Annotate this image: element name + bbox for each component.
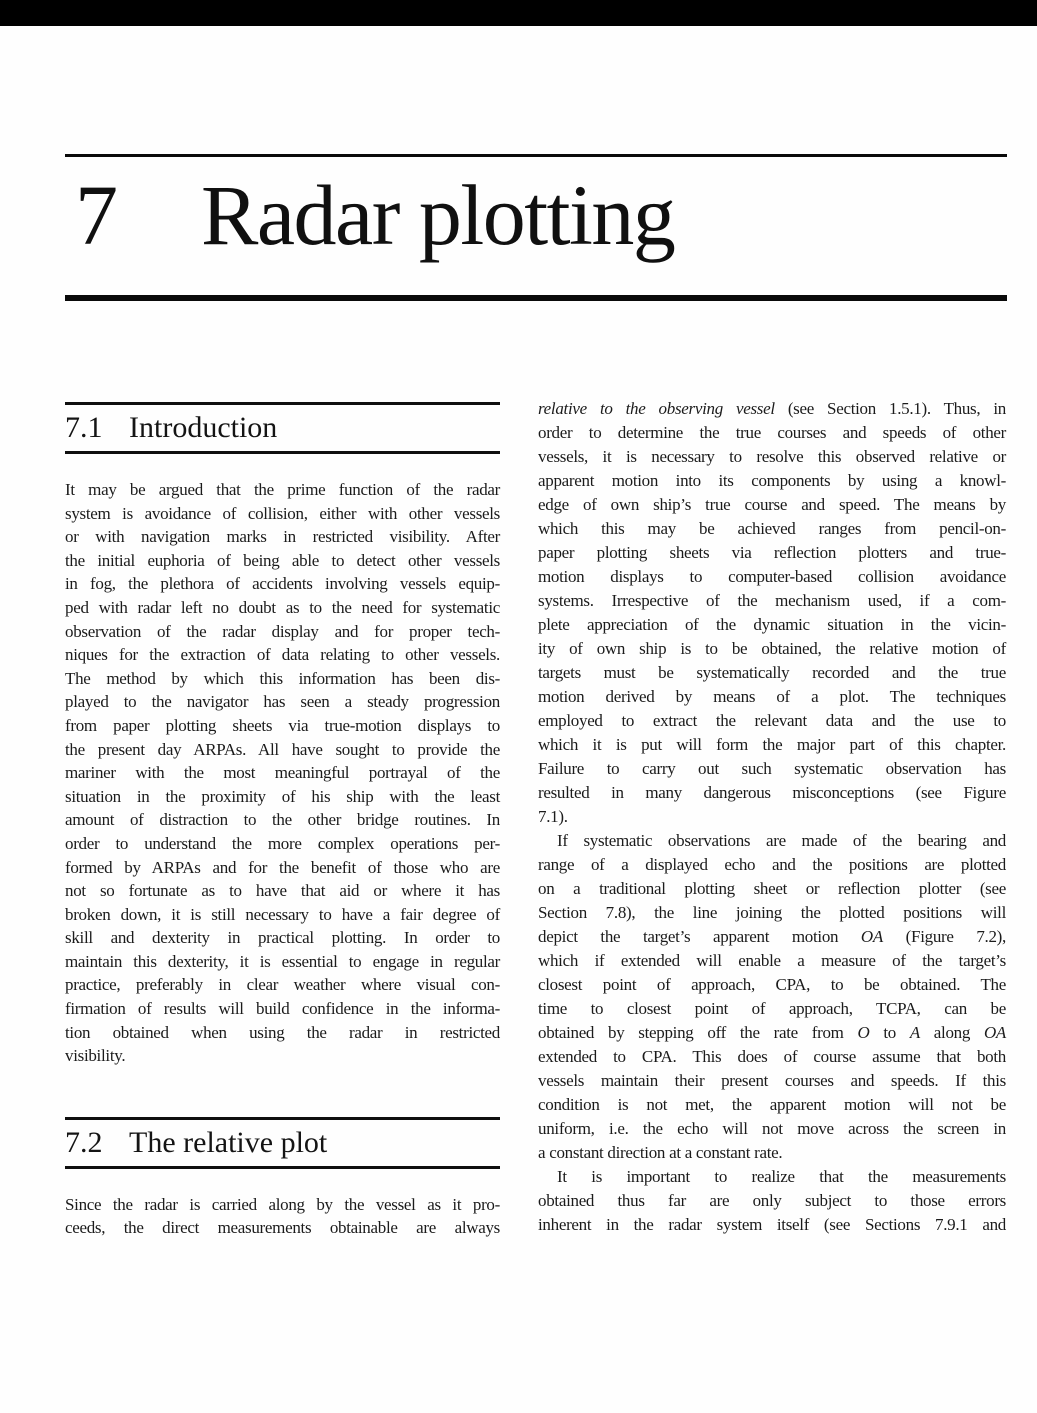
chapter-rule-bottom-double (65, 295, 1007, 301)
section-heading-7-2 (65, 1117, 500, 1169)
relative-plot-paragraph: Since the radar is carried along by the vessel as it pro- ceeds, the direct measurements obtainable are always (65, 1194, 500, 1238)
right-paragraph-2: If systematic observations are made of the bearing and range of a displayed echo and the positions are plotted on a traditional plotting sheet or reflection plotter (see Section 7.8), the line joining the plotted positions will depict the target’s apparent motion OA (Figure 7.2), which if extended will enable a measure of the target’s closest point of approach, CPA, to be obtained. The time to closest point of approach, TCPA, can be obtained by stepping off the rate from O to A along OA extended to CPA. This does of course assume that both vessels maintain their present courses and speeds. If this condition is not met, the apparent motion will not be uniform, i.e. the echo will not move across the screen in a constant direction at a constant rate. (538, 831, 1006, 1162)
section-title: Introduction (129, 411, 278, 444)
left-column (65, 402, 500, 1240)
chapter-rule-top (65, 154, 1007, 157)
section-title: The relative plot (129, 1125, 328, 1159)
right-paragraph-3: It is important to realize that the measurements obtained thus far are only subject to those errors inherent in the radar system itself (see Sections 7.9.1 and (538, 1167, 1006, 1234)
introduction-paragraph: It may be argued that the prime function of the radar system is avoidance of collision, either with other vessels or with navigation marks in restricted visibility. After the initial euphoria of being able to detect other vessels in fog, the plethora of accidents involving vessels equip- ped with radar left no doubt as to the need for systematic observation of the radar display and for proper tech- niques for the extraction of data relating to other vessels. The method by which this information has been dis- played to the navigator has seen a steady progression from paper plotting sheets via true-motion displays to the present day ARPAs. All have sought to provide the mariner with the most meaningful portrayal of the situation in the proximity of his ship with the least amount of distraction to the other bridge routines. In order to understand the more complex operations per- formed by ARPAs and for the benefit of those who are not so fortunate as to have that aid or where it has broken down, it is still necessary to have a fair degree of skill and dexterity in practical plotting. In order to maintain this dexterity, it is essential to engage in regular practice, preferably in clear weather where visual con- firmation of results will build confidence in the informa- tion obtained when using the radar in restricted visibility. (65, 480, 500, 1066)
scan-edge-artifact-bar (0, 0, 1037, 26)
section-heading-7-1 (65, 402, 500, 454)
chapter-heading (75, 167, 675, 263)
chapter-title: Radar plotting (201, 167, 675, 263)
section-number: 7.2 (65, 1125, 103, 1159)
right-column (538, 397, 1006, 1237)
section-number: 7.1 (65, 411, 103, 444)
right-paragraph-1: relative to the observing vessel (see Section 1.5.1). Thus, in order to determine the true courses and speeds of other vessels, it is necessary to resolve this observed relative or apparent motion into its components by using a knowl- edge of own ship’s true course and speed. The means by which this may be achieved ranges from pencil-on- paper plotting sheets via reflection plotters and true- motion displays to computer-based collision avoidance systems. Irrespective of the mechanism used, if a com- plete appreciation of the dynamic situation in the vicin- ity of own ship is to be obtained, the relative motion of targets must be systematically recorded and the true motion derived by means of a plot. The techniques employed to extract the relevant data and the use to which it is put will form the major part of this chapter. Failure to carry out such systematic observation has resulted in many dangerous misconceptions (see Figure 7.1). (538, 399, 1006, 826)
chapter-number: 7 (75, 167, 118, 263)
